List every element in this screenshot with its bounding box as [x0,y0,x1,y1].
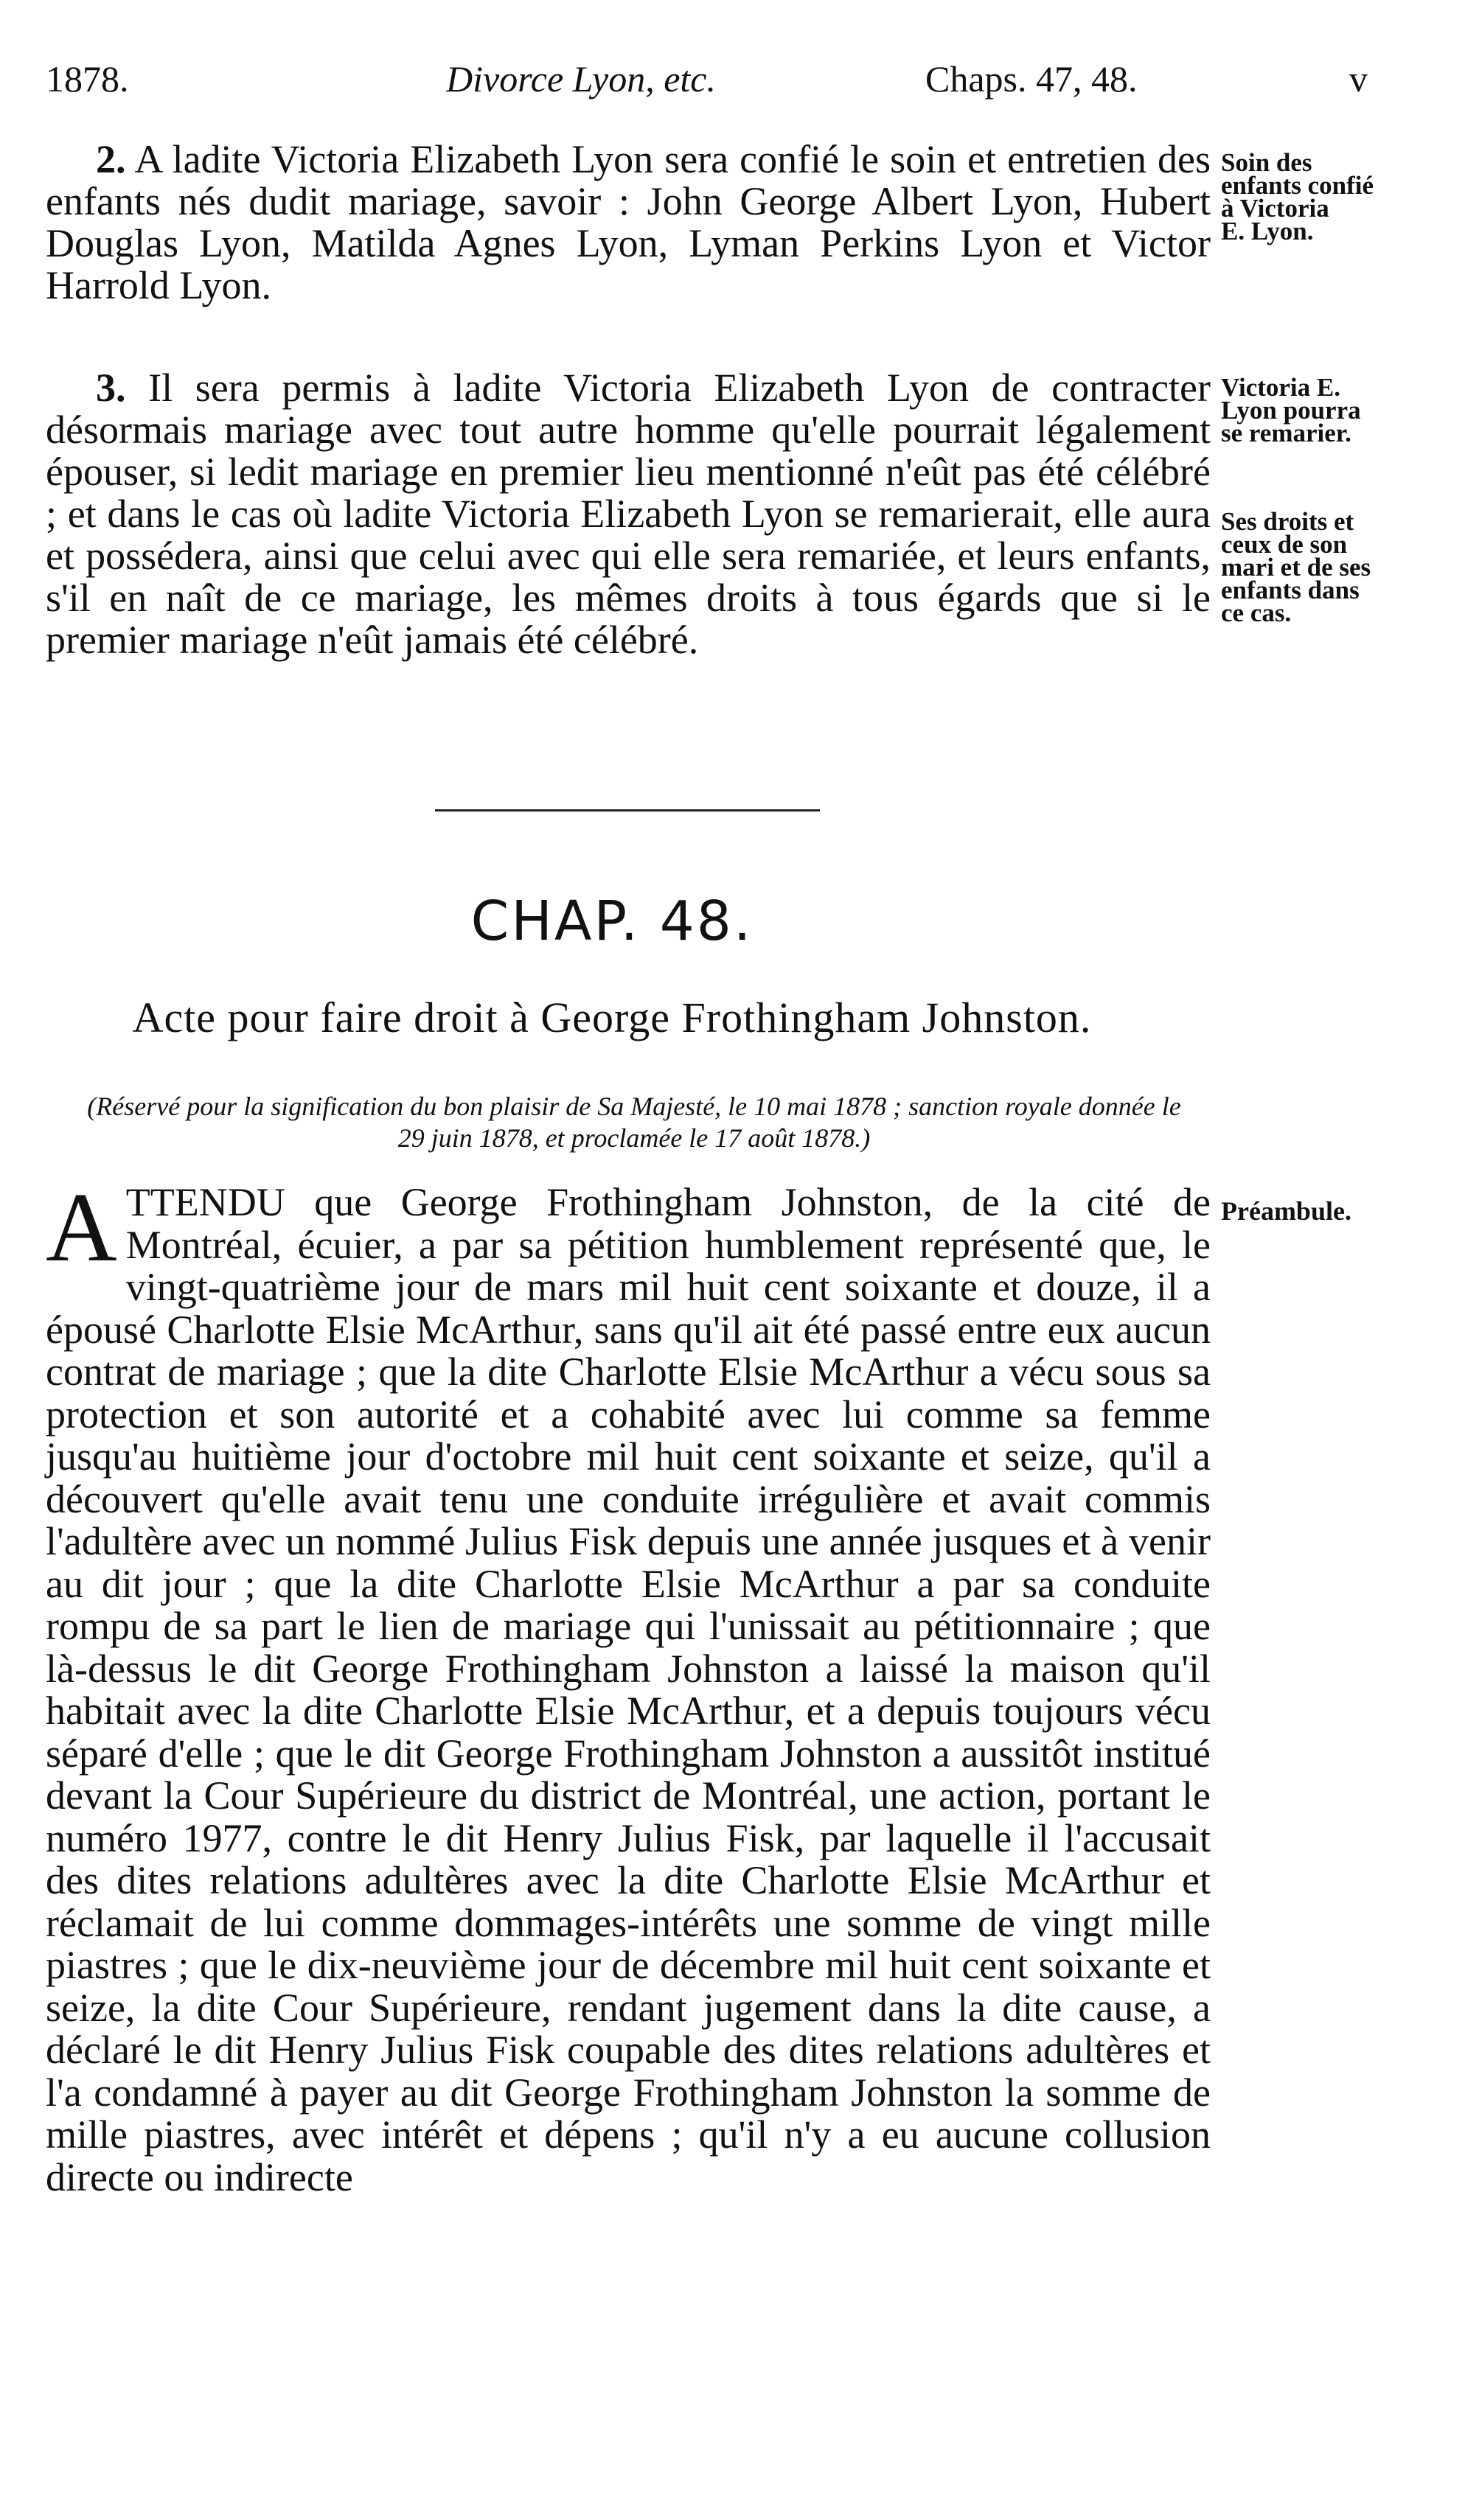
chapter-heading: CHAP. 48. [470,890,754,953]
margin-note-remarier [1221,373,1457,447]
header-chapters: Chaps. 47, 48. [925,58,1138,100]
margin-note-droits [1221,507,1457,627]
header-year: 1878. [46,58,129,100]
section-3-number: 3. [96,366,126,410]
drop-cap: A [46,1173,117,1282]
section-2 [46,139,1211,307]
margin-note-line: ceux de son [1221,530,1348,559]
act-title: Acte pour faire droit à George Frothingham Johnston. [132,994,1092,1041]
section-2-number: 2. [96,137,126,181]
margin-note-line: Ses droits et [1221,507,1354,536]
margin-note-line: enfants dans [1221,576,1360,604]
margin-note-line: Soin des [1221,148,1312,177]
section-3 [46,367,1211,661]
margin-note-line: E. Lyon. [1221,217,1314,245]
margin-note-line: mari et de ses [1221,553,1371,582]
margin-note-line: à Victoria [1221,194,1329,223]
margin-note-line: enfants confié [1221,171,1374,200]
preamble-text: TTENDU que George Frothingham Johnston, de la cité de Montréal, écuier, a par sa pétition humblement représenté que, le vingt-quatrième jour de mars mil huit cent soixante et douze, il a épousé Charlotte Elsie McArthur, sans qu'il ait été passé entre eux aucun contrat de mariage ; que la dite Charlotte Elsie McArthur a vécu sous sa protection et son autorité et a cohabité avec lui comme sa femme jusqu'au huitième jour d'octobre mil huit cent soixante et seize, qu'il a découvert qu'elle avait tenu une conduite irrégulière et avait commis l'adultère avec un nommé Julius Fisk depuis une année jusques et à venir au dit jour ; que la dite Charlotte Elsie McArthur a par sa conduite rompu de sa part le lien de mariage qui l'unissait au pétitionnaire ; que là-dessus le dit George Frothingham Johnston a laissé la maison qu'il habitait avec la dite Charlotte Elsie McArthur, et a depuis toujours vécu séparé d'elle ; que le dit George Frothingham Johnston a aussitôt institué devant la Cour Supérieure du district de Montréal, une action, portant le numéro 1977, contre le dit Henry Julius Fisk, par laquelle il l'accusait des dites relations adultères avec la dite Charlotte Elsie McArthur et réclamait de lui comme dommages-intérêts une somme de vingt mille piastres ; que le dix-neuvième jour de décembre mil huit cent soixante et seize, la dite Cour Supérieure, rendant jugement dans la dite cause, a déclaré le dit Henry Julius Fisk coupable des dites relations adultères et l'a condamné à payer au dit George Frothingham Johnston la somme de mille piastres, avec intérêt et dépens ; qu'il n'y a eu aucune collusion directe ou indirecte [46,1180,1211,2199]
margin-note-soin [1221,148,1457,245]
margin-note-line: ce cas. [1221,598,1292,627]
margin-note-line: Préambule. [1221,1196,1351,1226]
royal-sanction-note: (Réservé pour la signification du bon plaisir de Sa Majesté, le 10 mai 1878 ; sanction royale donnée le 29 juin 1878, et proclamée le 17 août 1878.) [87,1092,1181,1153]
header-running-title: Divorce Lyon, etc. [446,58,716,100]
margin-note-preambule [1221,1196,1457,1226]
margin-note-line: Lyon pourra [1221,396,1361,425]
margin-note-line: se remarier. [1221,419,1351,447]
section-2-text: A ladite Victoria Elizabeth Lyon sera confié le soin et entretien des enfants nés dudit mariage, savoir : John George Albert Lyon, Hubert Douglas Lyon, Matilda Agnes Lyon, Lyman Perkins Lyon et Victor Harrold Lyon. [46,137,1211,307]
margin-note-line: Victoria E. [1221,373,1340,402]
section-3-text: Il sera permis à ladite Victoria Elizabeth Lyon de contracter désormais mariage avec tout autre homme qu'elle pourrait légalement épouser, si ledit mariage en premier lieu mentionné n'eût pas été célébré ; et dans le cas où ladite Victoria Elizabeth Lyon se remarierait, elle aura et possédera, ainsi que celui avec qui elle sera remariée, et leurs enfants, s'il en naît de ce mariage, les mêmes droits à tous égards que si le premier mariage n'eût jamais été célébré. [46,366,1211,662]
chapter-divider [435,809,820,812]
header-folio: v [1349,58,1368,100]
preamble [46,1173,1211,2199]
